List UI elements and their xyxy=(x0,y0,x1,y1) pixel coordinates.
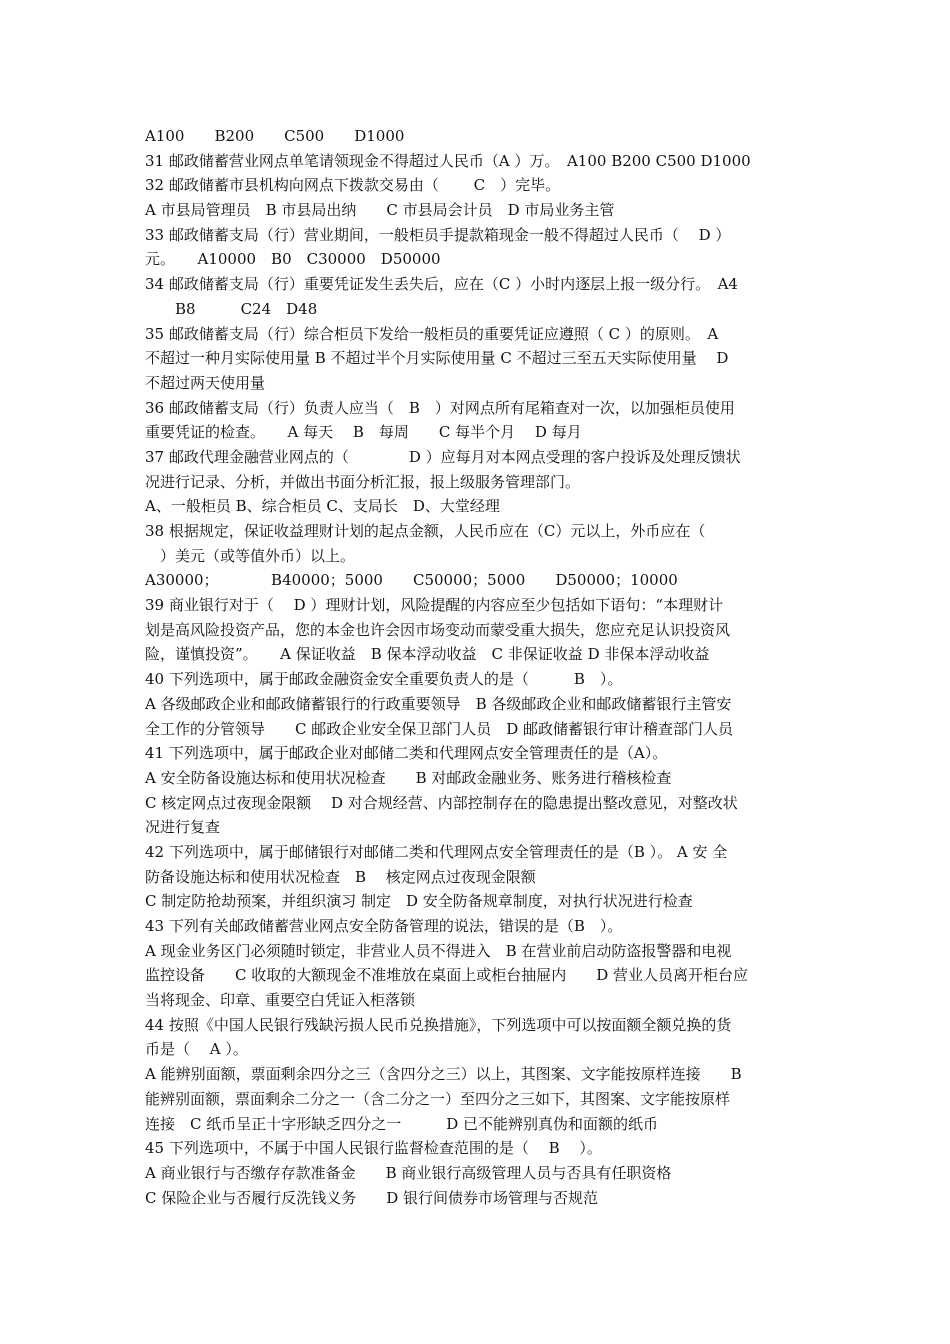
text-line: 38 根据规定，保证收益理财计划的起点金额，人民币应在（C）元以上，外币应在（ xyxy=(145,522,706,540)
text-line: 当将现金、印章、重要空白凭证入柜落锁 xyxy=(145,991,416,1010)
text-line: A、一般柜员 B、综合柜员 C、支局长 D、大堂经理 xyxy=(145,497,500,516)
text-line: ）美元（或等值外币）以上。 xyxy=(145,546,356,565)
text-line: 40 下列选项中，属于邮政金融资金安全重要负责人的是（ B ）。 xyxy=(145,670,623,689)
text-line: C 制定防抢劫预案，并组织演习 制定 D 安全防备规章制度，对执行状况进行检查 xyxy=(145,892,693,911)
text-line: 31 邮政储蓄营业网点单笔请领现金不得超过人民币（A ）万。 A100 B200 C500 D1000 xyxy=(145,151,751,170)
text-line: 不超过一种月实际使用量 B 不超过半个月实际使用量 C 不超过三至五天实际使用量 D xyxy=(145,349,729,368)
text-line: 况进行记录、分析，并做出书面分析汇报，报上级服务管理部门。 xyxy=(145,472,581,491)
text-line: 35 邮政储蓄支局（行）综合柜员下发给一般柜员的重要凭证应遵照（ C ）的原则。 A xyxy=(145,324,719,343)
text-line: 43 下列有关邮政储蓄营业网点安全防备管理的说法，错误的是（B ）。 xyxy=(145,917,623,935)
text-line: 能辨别面额，票面剩余二分之一（含二分之一）至四分之三如下，其图案、文字能按原样 xyxy=(145,1089,731,1108)
text-line: 44 按照《中国人民银行残缺污损人民币兑换措施》，下列选项中可以按面额全额兑换的货 xyxy=(145,1015,732,1034)
text-line: 元。 A10000 B0 C30000 D50000 xyxy=(145,250,441,269)
text-line: C 保险企业与否履行反洗钱义务 D 银行间债券市场管理与否规范 xyxy=(145,1188,599,1207)
text-line: 划是高风险投资产品，您的本金也许会因市场变动而蒙受重大损失，您应充足认识投资风 xyxy=(145,620,731,639)
text-line: 重要凭证的检查。 A 每天 B 每周 C 每半个月 D 每月 xyxy=(145,423,582,442)
text-line: A30000； B40000；5000 C50000；5000 D50000；10000 xyxy=(145,571,678,590)
text-line: 不超过两天使用量 xyxy=(145,373,266,392)
text-line: A 商业银行与否缴存存款准备金 B 商业银行高级管理人员与否具有任职资格 xyxy=(145,1163,672,1182)
text-line: B8 C24 D48 xyxy=(145,299,318,318)
text-line: A 安全防备设施达标和使用状况检查 B 对邮政金融业务、账务进行稽核检查 xyxy=(145,768,672,787)
text-line: 连接 C 纸币呈正十字形缺乏四分之一 D 已不能辨别真伪和面额的纸币 xyxy=(145,1114,659,1133)
text-line: A 能辨别面额，票面剩余四分之三（含四分之三）以上，其图案、文字能按原样连接 B xyxy=(145,1065,742,1084)
text-line: 全工作的分管领导 C 邮政企业安全保卫部门人员 D 邮政储蓄银行审计稽查部门人员 xyxy=(145,719,734,738)
text-line: 37 邮政代理金融营业网点的（ D ）应每月对本网点受理的客户投诉及处理反馈状 xyxy=(145,447,741,466)
text-line: 39 商业银行对于（ D ）理财计划，风险提醒的内容应至少包括如下语句：“本理财计 xyxy=(145,596,724,615)
text-line: C 核定网点过夜现金限额 D 对合规经营、内部控制存在的隐患提出整改意见，对整改状 xyxy=(145,793,738,812)
document-body xyxy=(145,124,810,1210)
text-line: 币是（ A ）。 xyxy=(145,1040,248,1059)
text-line: 45 下列选项中，不属于中国人民银行监督检查范围的是（ B ）。 xyxy=(145,1139,602,1158)
text-line: 险，谨慎投资”。 A 保证收益 B 保本浮动收益 C 非保证收益 D 非保本浮动收益 xyxy=(145,645,710,664)
text-line: 防备设施达标和使用状况检查 B 核定网点过夜现金限额 xyxy=(145,867,536,886)
text-line: 41 下列选项中，属于邮政企业对邮储二类和代理网点安全管理责任的是（A）。 xyxy=(145,744,668,763)
text-line: 监控设备 C 收取的大额现金不准堆放在桌面上或柜台抽屉内 D 营业人员离开柜台应 xyxy=(145,966,749,985)
text-line: A 市县局管理员 B 市县局出纳 C 市县局会计员 D 市局业务主管 xyxy=(145,201,615,220)
text-line: 42 下列选项中，属于邮储银行对邮储二类和代理网点安全管理责任的是（B ）。 A 安 全 xyxy=(145,842,728,861)
text-line: 34 邮政储蓄支局（行）重要凭证发生丢失后，应在（C ）小时内逐层上报一级分行。 A4 xyxy=(145,275,738,294)
text-line: 32 邮政储蓄市县机构向网点下拨款交易由（ C ）完毕。 xyxy=(145,176,561,195)
text-line: 33 邮政储蓄支局（行）营业期间，一般柜员手提款箱现金一般不得超过人民币（ D ） xyxy=(145,225,731,244)
text-line: 况进行复查 xyxy=(145,818,221,837)
text-line: 36 邮政储蓄支局（行）负责人应当（ B ）对网点所有尾箱查对一次，以加强柜员使用 xyxy=(145,398,735,417)
text-line: A 各级邮政企业和邮政储蓄银行的行政重要领导 B 各级邮政企业和邮政储蓄银行主管安 xyxy=(145,694,732,713)
text-line: A 现金业务区门必须随时锁定，非营业人员不得进入 B 在营业前启动防盗报警器和电视 xyxy=(145,941,732,960)
text-line: A100 B200 C500 D1000 xyxy=(145,127,405,145)
